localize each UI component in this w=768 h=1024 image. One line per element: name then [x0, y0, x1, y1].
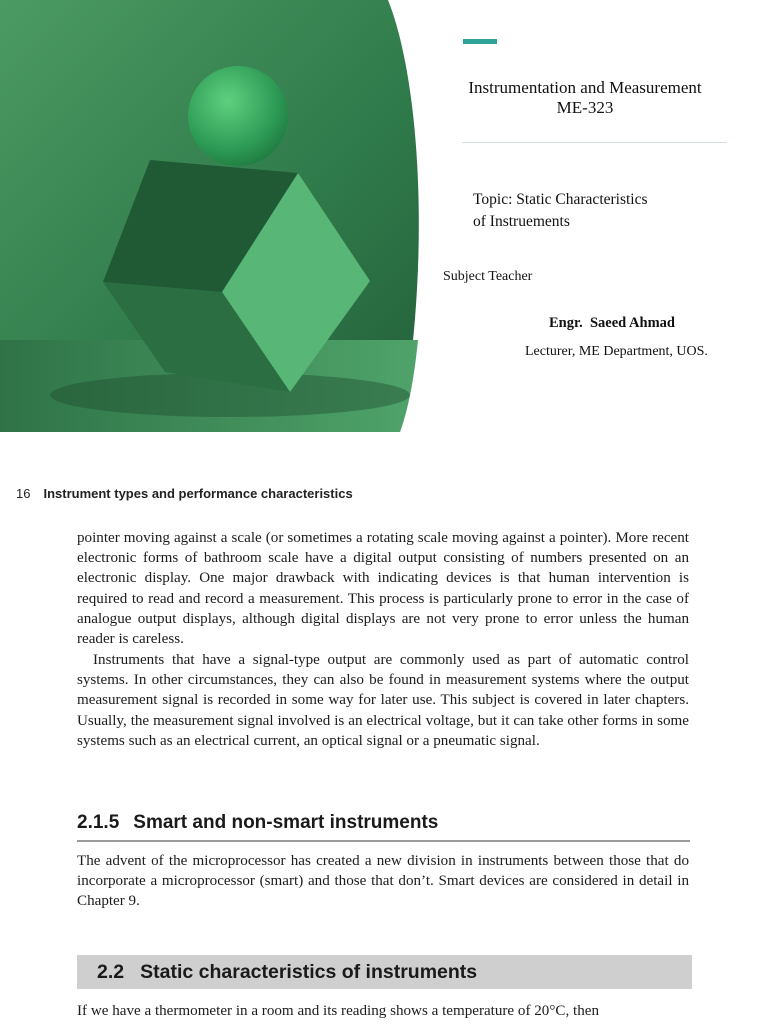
section-number: 2.1.5	[77, 812, 120, 833]
topic	[473, 189, 713, 233]
course-title	[440, 78, 730, 118]
course-name: Instrumentation and Measurement	[468, 78, 702, 97]
paragraph-3: The advent of the microprocessor has created a new division in instruments between those that do incorporate a microprocessor (smart) and those that don’t. Smart devices are considered in detail in Chapter 9.	[77, 853, 689, 910]
paragraph-1: pointer moving against a scale (or sometimes a rotating scale moving against a pointer). More recent electronic forms of bathroom scale have a digital output consisting of numbers presented on an electronic display. One major drawback with indicating devices is that human intervention is required to read and record a measurement. This process is particularly prone to error in the case of analogue output displays, although digital displays are not very prone to error unless the human reader is careless.	[77, 530, 689, 648]
teacher-name: Engr. Saeed Ahmad	[549, 315, 675, 331]
section-title: Static characteristics of instruments	[140, 960, 478, 983]
title-divider	[462, 142, 727, 143]
section-heading-2-2	[77, 955, 692, 989]
paragraph-2: Instruments that have a signal-type output are commonly used as part of automatic control systems. In other circumstances, they can also be found in measurement systems where the output measurement signal is recorded in some way for later use. This subject is covered in later chapters. Usually, the measurement signal involved is an electrical voltage, but it can take other forms in some systems such as an electrical current, an optical signal or a pneumatic signal.	[77, 652, 689, 749]
cover-illustration	[0, 0, 430, 432]
section-title: Smart and non-smart instruments	[133, 812, 439, 833]
section-heading-2-1-5	[77, 812, 690, 842]
teacher-role: Lecturer, ME Department, UOS.	[525, 344, 708, 359]
course-code: ME-323	[556, 98, 614, 117]
running-title: Instrument types and performance characteristics	[43, 486, 353, 501]
section-number: 2.2	[97, 960, 125, 983]
page-header	[16, 486, 353, 501]
topic-line-1: Topic: Static Characteristics	[473, 191, 648, 208]
accent-bar	[463, 39, 497, 44]
paragraph-4: If we have a thermometer in a room and its reading shows a temperature of 20°C, then	[77, 1003, 599, 1019]
topic-line-2: of Instruements	[473, 213, 570, 230]
subject-teacher-label: Subject Teacher	[443, 269, 533, 284]
page-number: 16	[16, 486, 31, 501]
